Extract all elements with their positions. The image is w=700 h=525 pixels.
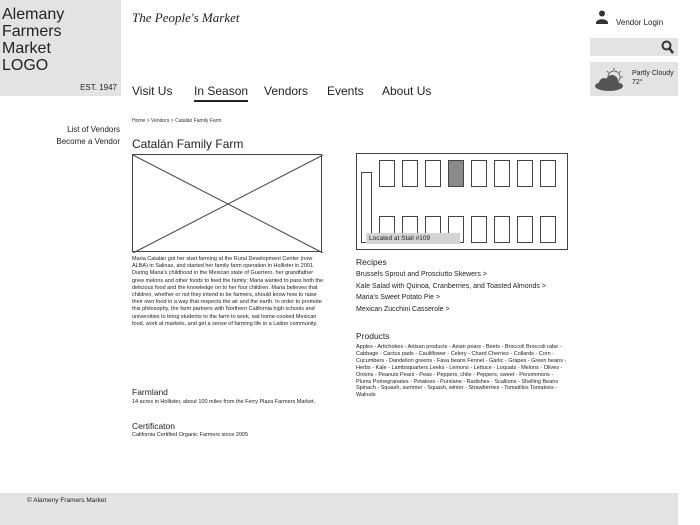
nav-visit-us[interactable]: Visit Us: [132, 84, 173, 98]
weather-widget: [590, 62, 678, 96]
map-stall[interactable]: [425, 160, 441, 187]
search-icon[interactable]: [661, 40, 674, 54]
map-stall[interactable]: [402, 160, 418, 187]
map-stall[interactable]: [448, 160, 464, 187]
map-stall[interactable]: [517, 216, 533, 243]
recipe-link[interactable]: Mexican Zucchini Casserole >: [356, 305, 450, 313]
map-stall[interactable]: [540, 216, 556, 243]
map-stall[interactable]: [471, 216, 487, 243]
map-stall[interactable]: [494, 160, 510, 187]
side-nav: [0, 124, 120, 148]
farmland-text: 14 acres in Hollister, about 100 miles from the Ferry Plaza Farmers Market.: [132, 399, 316, 405]
vendor-login-label: Vendor Login: [616, 18, 664, 27]
side-link-become-a-vendor[interactable]: Become a Vendor: [56, 137, 120, 146]
map-stall[interactable]: [540, 160, 556, 187]
recipe-link[interactable]: Kale Salad with Quinoa, Cranberries, and Toasted Almonds >: [356, 282, 546, 290]
footer-copyright: © Alameny Framers Market: [27, 497, 107, 504]
recipe-link[interactable]: Brussels Sprout and Prosciutto Skewers >: [356, 271, 487, 278]
farmland-heading: Farmland: [132, 387, 168, 397]
recipe-link[interactable]: Maria's Sweet Potato Pie >: [356, 294, 441, 301]
nav-events[interactable]: Events: [327, 84, 364, 98]
search-input[interactable]: [590, 38, 678, 56]
nav-about-us[interactable]: About Us: [382, 84, 432, 98]
certification-text: California Certified Organic Farmers since 2005: [132, 432, 249, 438]
logo-text: Alemany Farmers Market LOGO: [2, 6, 65, 74]
certification-heading: Certificaton: [132, 421, 175, 431]
map-stall[interactable]: [517, 160, 533, 187]
tagline: The People's Market: [132, 10, 240, 25]
vendor-image-placeholder: [132, 154, 322, 252]
user-icon: [596, 10, 608, 24]
established-year: EST. 1947: [80, 83, 117, 92]
page-title: Catalán Family Farm: [132, 137, 244, 151]
vendor-login-link[interactable]: [596, 10, 700, 26]
image-placeholder-icon: [133, 155, 323, 253]
products-list: Apples - Artichokes - Artisan products - Asian pears - Beets - Broccoli Broccoli rabe - Cabbage - Cactus pads - Cauliflower - Celery - Chard Cherries - Collards - Corn - Cucumbers - Dandelion greens - Fava beans Fennel - Garlic - Grapes - Green beans - Herbs - Kale - Lambsquarters Leeks - Lemons - Lettuce - Loquats - Melons - Olives - Onions - Peanuts Pears - Peas - Peppers, chile - Peppers, sweet - Persimmons - Plums Pomegranates - Potatoes - Purslane - Radishes - Scallions - Shelling Beans Spinach - Squash, summer - Squash, winter - Strawberries - Tomatillos Tomatoes - Walnuts: [356, 344, 567, 399]
logo-placeholder[interactable]: [0, 0, 121, 96]
nav-vendors[interactable]: Vendors: [264, 84, 309, 98]
partly-cloudy-icon: [594, 68, 626, 92]
map-stall[interactable]: [379, 160, 395, 187]
recipes-heading: Recipes: [356, 257, 387, 267]
weather-temp: 72°: [632, 79, 643, 86]
stall-location-label: Located at Stall #109: [366, 233, 460, 244]
breadcrumb[interactable]: Home > Vendors > Catalán Family Farm: [132, 118, 222, 124]
map-stall[interactable]: [471, 160, 487, 187]
weather-condition: Partly Cloudy: [632, 70, 674, 77]
side-link-list-of-vendors[interactable]: List of Vendors: [67, 125, 120, 134]
market-map[interactable]: [356, 153, 568, 250]
nav-in-season[interactable]: In Season: [194, 84, 248, 102]
vendor-bio: Maria Catalán got her start farming at the Rural Development Center (now ALBA) in Salinas, and started her family farm operation in Hollister in 2001. During Maria's childhood in the Mexican state of Guerrero, her grandfather grew melons and other foods to feed the family; Maria wanted to pass both the delicious food and the knowledge on to her four children. Maria believes that children, whether or not they intend to be farmers, should know how to raise their own food in a way that respects the air and the earth. In order to promote this philosophy, the farm partners with Northern California high schools and universities to bring students to the farm to work, eat home-cooked Mexican food, work at markets, and get a sense of farming life in a Latino community.: [132, 256, 324, 327]
recipes-list: [356, 269, 546, 315]
map-stall[interactable]: [494, 216, 510, 243]
products-heading: Products: [356, 331, 390, 341]
